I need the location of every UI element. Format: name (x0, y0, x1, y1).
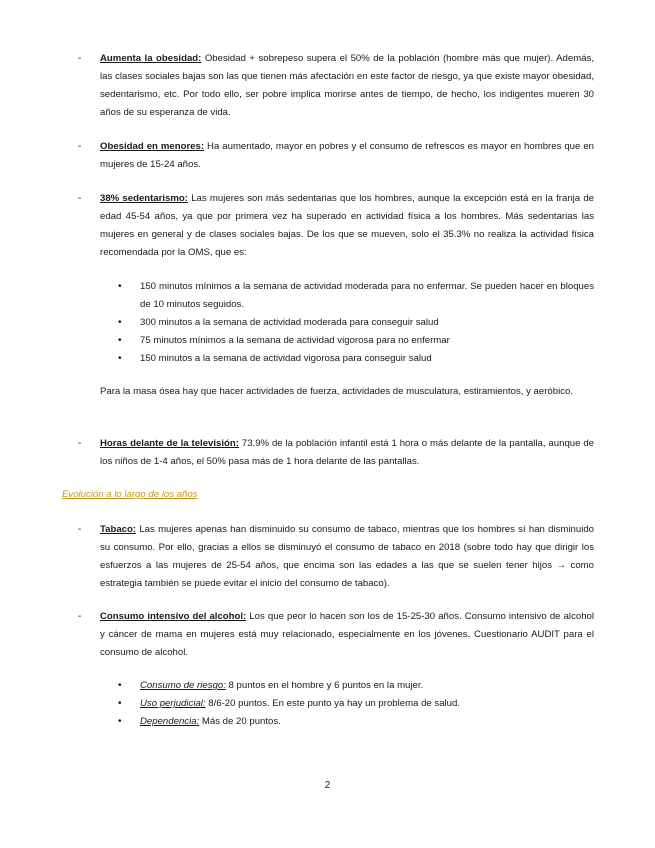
bullet-text: 150 minutos mínimos a la semana de actividad moderada para no enfermar. Se pueden hacer en bloques de 10 minutos seguidos. (140, 281, 594, 310)
dash-marker: - (78, 438, 82, 449)
label-obesidad: Aumenta la obesidad: (100, 53, 202, 64)
list-item-sedentarismo (78, 190, 594, 262)
bullet-marker: • (118, 281, 122, 292)
bullet-term: Consumo de riesgo: (140, 680, 226, 691)
list-item (118, 695, 594, 713)
paragraph-menores (100, 138, 594, 174)
bullet-marker: • (118, 335, 122, 346)
text-menores: Ha aumentado, mayor en pobres y el consumo de refrescos es mayor en hombres que en mujeres de 15-24 años. (100, 141, 594, 170)
list-item (118, 278, 594, 314)
dash-marker: - (78, 611, 82, 622)
text-alcohol: Los que peor lo hacen son los de 15-25-30 años. Consumo intensivo de alcohol y cáncer de mama en mujeres está muy relacionado, especialmente en los jóvenes. Cuestionario AUDIT para el consumo de alcohol. (100, 611, 594, 658)
label-sedentarismo: 38% sedentarismo: (100, 193, 188, 204)
paragraph-alcohol (100, 608, 594, 662)
label-tabaco: Tabaco: (100, 524, 137, 535)
dash-marker: - (78, 141, 82, 152)
text-television: 73.9% de la población infantil está 1 hora o más delante de la pantalla, aunque de los niños de 1-4 años, el 50% pasa más de 1 hora delante de las pantallas. (100, 438, 595, 467)
list-item (118, 332, 594, 350)
list-item-tabaco (78, 521, 594, 593)
dash-marker: - (78, 193, 82, 204)
bullet-text: 8/6-20 puntos. En este punto ya hay un problema de salud. (208, 698, 461, 709)
paragraph-sedentarismo (100, 190, 594, 262)
text-obesidad: Obesidad + sobrepeso supera el 50% de la población (hombre más que mujer). Además, las clases sociales bajas son las que tienen más afectación en este factor de riesgo, ya que existe mayor obesidad, sedentarismo, etc. Por todo ello, ser pobre implica morirse antes de tiempo, de hecho, los indigentes mueren 30 años de su esperanza de vida. (100, 53, 594, 118)
bullet-marker: • (118, 698, 122, 709)
list-item-alcohol (78, 608, 594, 662)
bullet-text: 8 puntos en el hombre y 6 puntos en la mujer. (228, 680, 424, 691)
bullet-marker: • (118, 317, 122, 328)
paragraph-obesidad (100, 50, 594, 122)
oms-recommendations-list (118, 278, 594, 368)
paragraph-television (100, 435, 594, 471)
list-item-television (78, 435, 594, 471)
bullet-text: 75 minutos mínimos a la semana de actividad vigorosa para no enfermar (140, 335, 450, 346)
list-item (118, 677, 594, 695)
text-sedentarismo: Las mujeres son más sedentarias que los hombres, aunque la excepción está en la franja de edad 45-54 años, ya que por primera vez ha superado en actividad física a los hombres. Más sedentarias las mujeres en general y de clases sociales bajas. De los que se mueven, solo el 35.3% no realiza la actividad física recomendada por la OMS, que es: (100, 193, 594, 258)
list-item-menores (78, 138, 594, 174)
dash-marker: - (78, 524, 82, 535)
list-item (118, 314, 594, 332)
label-television: Horas delante de la televisión: (100, 438, 239, 449)
paragraph-tabaco (100, 521, 594, 593)
label-alcohol: Consumo intensivo del alcohol: (100, 611, 247, 622)
list-item-obesidad (78, 50, 594, 122)
bullet-term: Dependencia: (140, 716, 200, 727)
list-item (118, 713, 594, 731)
audit-list (118, 677, 594, 731)
text-tabaco: Las mujeres apenas han disminuido su consumo de tabaco, mientras que los hombres sí han disminuido su consumo. Por ello, gracias a ellos se disminuyó el consumo de tabaco en 2018 (sobre todo hay que dirigir los esfuerzos a las mujeres de 25-54 años, que encima son las edades a las que se suelen tener hijos → como estrategia también se puede evitar el inicio del consumo de tabaco). (100, 524, 594, 589)
bullet-marker: • (118, 353, 122, 364)
bullet-term: Uso perjudicial: (140, 698, 206, 709)
page-number: 2 (324, 780, 331, 791)
bullet-text: Más de 20 puntos. (201, 716, 281, 727)
bullet-marker: • (118, 680, 122, 691)
bullet-text: 300 minutos a la semana de actividad moderada para conseguir salud (140, 317, 439, 328)
label-menores: Obesidad en menores: (100, 141, 205, 152)
paragraph-masa-osea: Para la masa ósea hay que hacer actividades de fuerza, actividades de musculatura, estiramientos, y aeróbico. (100, 386, 574, 397)
bullet-marker: • (118, 716, 122, 727)
section-heading: Evolución a lo largo de los años (62, 489, 198, 500)
bullet-text: 150 minutos a la semana de actividad vigorosa para conseguir salud (140, 353, 432, 364)
list-item (118, 350, 594, 368)
dash-marker: - (78, 53, 82, 64)
